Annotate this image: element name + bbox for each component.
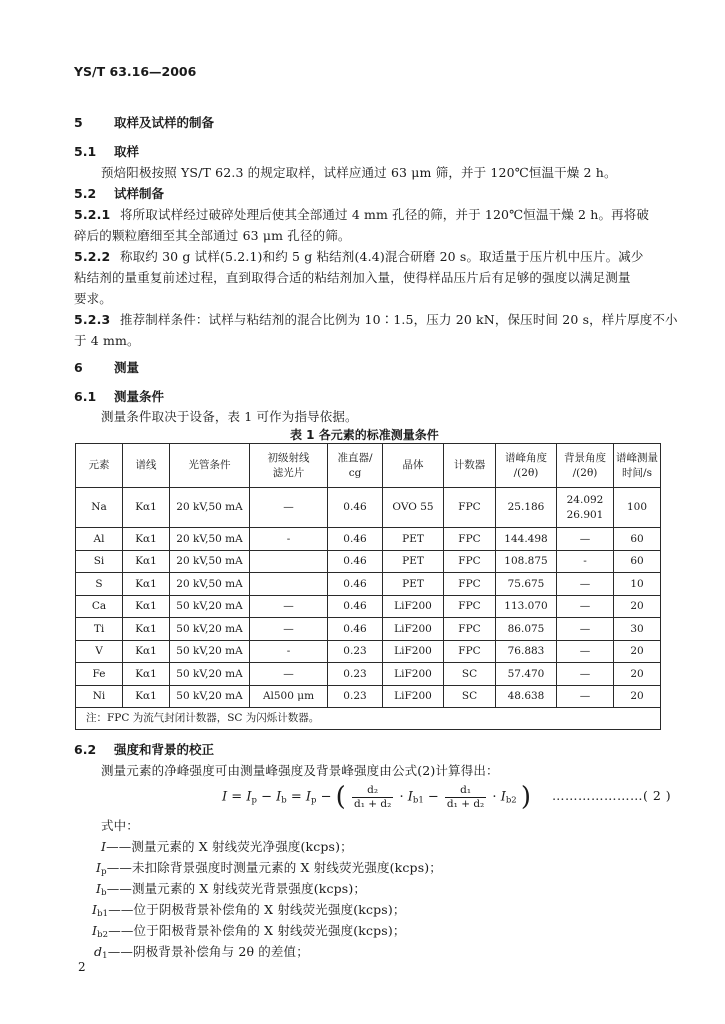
header-counter: 计数器 bbox=[444, 444, 496, 488]
clause-text: 推荐制样条件：试样与粘结剂的混合比例为 10∶1.5，压力 20 kN，保压时间 20 s，样片厚度不小 bbox=[120, 312, 678, 327]
cell-line: Kα1 bbox=[123, 640, 170, 663]
formula-dot2: · bbox=[492, 789, 497, 805]
formula-ip2-sub: p bbox=[311, 795, 317, 806]
section-5-2-3-line1 bbox=[74, 310, 678, 328]
standard-conditions-table bbox=[75, 443, 661, 730]
cell-bg-1: 24.092 bbox=[566, 494, 604, 507]
table-row bbox=[76, 663, 661, 686]
cell-element: Si bbox=[76, 550, 123, 573]
where-symbol: I bbox=[96, 881, 102, 896]
cell-peak: 113.070 bbox=[496, 595, 557, 618]
section-5-2-3-line2: 于 4 mm。 bbox=[74, 333, 140, 348]
cell-bg-2: 26.901 bbox=[566, 508, 604, 521]
section-5-2-2-line1 bbox=[74, 247, 662, 265]
formula-ib: I bbox=[276, 789, 282, 805]
cell-tube: 20 kV,50 mA bbox=[170, 528, 250, 551]
cell-peak: 25.186 bbox=[496, 488, 557, 528]
section-title: 测量 bbox=[114, 360, 140, 375]
section-6-2-heading bbox=[74, 740, 214, 758]
section-6-1-text: 测量条件取决于设备，表 1 可作为指导依据。 bbox=[101, 409, 358, 424]
cell-counter: FPC bbox=[444, 640, 496, 663]
cell-bg: — bbox=[557, 640, 614, 663]
right-paren: ) bbox=[520, 782, 531, 812]
where-item bbox=[92, 900, 406, 919]
clause-number: 5.2.1 bbox=[74, 207, 111, 222]
header-filter-l2: 滤光片 bbox=[272, 466, 305, 479]
table-row bbox=[76, 618, 661, 641]
cell-crystal: LiF200 bbox=[383, 618, 444, 641]
cell-element: V bbox=[76, 640, 123, 663]
cell-element: Fe bbox=[76, 663, 123, 686]
fraction-2 bbox=[445, 784, 486, 809]
table-note-row bbox=[76, 708, 661, 730]
cell-filter: — bbox=[250, 663, 328, 686]
where-sub: 1 bbox=[102, 951, 108, 961]
formula-ip-sub: p bbox=[251, 795, 257, 806]
formula-ib1-sub: b1 bbox=[412, 795, 424, 806]
cell-counter: FPC bbox=[444, 573, 496, 596]
where-sub: b1 bbox=[97, 909, 109, 919]
cell-line: Kα1 bbox=[123, 663, 170, 686]
frac2-den: d₁ + d₂ bbox=[446, 797, 485, 810]
where-desc: ——测量元素的 X 射线荧光背景强度(kcps)； bbox=[106, 881, 367, 896]
fraction-1 bbox=[352, 784, 393, 809]
cell-time: 100 bbox=[614, 488, 661, 528]
cell-time: 20 bbox=[614, 640, 661, 663]
table-row bbox=[76, 550, 661, 573]
cell-peak: 144.498 bbox=[496, 528, 557, 551]
cell-bg: — bbox=[557, 663, 614, 686]
cell-counter: SC bbox=[444, 663, 496, 686]
cell-line: Kα1 bbox=[123, 550, 170, 573]
formula-lhs: I bbox=[222, 789, 228, 805]
cell-tube: 20 kV,50 mA bbox=[170, 488, 250, 528]
header-crystal: 晶体 bbox=[383, 444, 444, 488]
header-filter bbox=[250, 444, 328, 488]
cell-filter: — bbox=[250, 595, 328, 618]
cell-time: 20 bbox=[614, 663, 661, 686]
section-5-2-2-line2: 粘结剂的量重复前述过程，直到取得合适的粘结剂加入量，使得样品压片后有足够的强度以满足测量 bbox=[74, 270, 631, 285]
cell-tube: 20 kV,50 mA bbox=[170, 573, 250, 596]
section-5-2-2-line3: 要求。 bbox=[74, 291, 112, 306]
clause-text: 将所取试样经过破碎处理后使其全部通过 4 mm 孔径的筛，并于 120℃恒温干燥 2 h。再将破 bbox=[120, 207, 650, 222]
where-sub: p bbox=[101, 867, 107, 877]
cell-tube: 50 kV,20 mA bbox=[170, 618, 250, 641]
cell-crystal: LiF200 bbox=[383, 685, 444, 708]
cell-tube: 20 kV,50 mA bbox=[170, 550, 250, 573]
header-bg-l2: /(2θ) bbox=[572, 466, 598, 479]
page-number: 2 bbox=[78, 960, 86, 974]
header-coll-l1: 准直器/ bbox=[337, 452, 373, 465]
where-desc: ——未扣除背景强度时测量元素的 X 射线荧光强度(kcps)； bbox=[106, 860, 442, 875]
header-element: 元素 bbox=[76, 444, 123, 488]
cell-collimator: 0.46 bbox=[328, 595, 383, 618]
header-filter-l1: 初级射线 bbox=[267, 452, 310, 465]
clause-number: 5.2.2 bbox=[74, 249, 111, 264]
cell-line: Kα1 bbox=[123, 528, 170, 551]
formula-dot1: · bbox=[399, 789, 404, 805]
cell-filter bbox=[250, 550, 328, 573]
cell-filter bbox=[250, 573, 328, 596]
where-desc: ——位于阴极背景补偿角的 X 射线荧光强度(kcps)； bbox=[108, 902, 406, 917]
header-bg-angle bbox=[557, 444, 614, 488]
cell-line: Kα1 bbox=[123, 685, 170, 708]
section-5-heading bbox=[74, 113, 214, 131]
header-collimator bbox=[328, 444, 383, 488]
cell-collimator: 0.46 bbox=[328, 528, 383, 551]
table-row bbox=[76, 573, 661, 596]
table-row bbox=[76, 640, 661, 663]
where-intro: 式中： bbox=[101, 818, 139, 833]
section-number: 6.2 bbox=[74, 742, 97, 757]
cell-tube: 50 kV,20 mA bbox=[170, 640, 250, 663]
table-row bbox=[76, 528, 661, 551]
cell-peak: 86.075 bbox=[496, 618, 557, 641]
cell-crystal: OVO 55 bbox=[383, 488, 444, 528]
section-number: 6 bbox=[74, 360, 83, 375]
cell-collimator: 0.23 bbox=[328, 685, 383, 708]
cell-counter: FPC bbox=[444, 488, 496, 528]
formula-number: …………………( 2 ) bbox=[552, 788, 672, 803]
cell-counter: FPC bbox=[444, 618, 496, 641]
clause-number: 5.2.3 bbox=[74, 312, 111, 327]
cell-tube: 50 kV,20 mA bbox=[170, 685, 250, 708]
section-title: 强度和背景的校正 bbox=[114, 742, 215, 757]
formula-ip: I bbox=[246, 789, 252, 805]
where-desc: ——阴极背景补偿角与 2θ 的差值； bbox=[107, 944, 309, 959]
cell-filter: — bbox=[250, 618, 328, 641]
cell-collimator: 0.46 bbox=[328, 488, 383, 528]
cell-tube: 50 kV,20 mA bbox=[170, 595, 250, 618]
table-row bbox=[76, 685, 661, 708]
cell-peak: 57.470 bbox=[496, 663, 557, 686]
formula-ib-sub: b bbox=[281, 795, 287, 806]
clause-text: 称取约 30 g 试样(5.2.1)和约 5 g 粘结剂(4.4)混合研磨 20 s。取适量于压片机中压片。减少 bbox=[120, 249, 644, 264]
header-tube: 光管条件 bbox=[170, 444, 250, 488]
table-caption: 表 1 各元素的标准测量条件 bbox=[290, 428, 439, 442]
where-desc: ——位于阳极背景补偿角的 X 射线荧光强度(kcps)； bbox=[108, 923, 406, 938]
section-title: 试样制备 bbox=[114, 186, 165, 201]
cell-line: Kα1 bbox=[123, 488, 170, 528]
cell-peak: 76.883 bbox=[496, 640, 557, 663]
formula-eq1: = bbox=[231, 789, 243, 805]
section-number: 5.2 bbox=[74, 186, 97, 201]
section-6-2-text: 测量元素的净峰强度可由测量峰强度及背景峰强度由公式(2)计算得出： bbox=[101, 763, 499, 778]
section-number: 5 bbox=[74, 115, 83, 130]
cell-collimator: 0.46 bbox=[328, 618, 383, 641]
table-header-row bbox=[76, 444, 661, 488]
cell-crystal: PET bbox=[383, 550, 444, 573]
cell-time: 10 bbox=[614, 573, 661, 596]
cell-tube: 50 kV,20 mA bbox=[170, 663, 250, 686]
document-code: YS/T 63.16—2006 bbox=[74, 64, 197, 79]
cell-crystal: LiF200 bbox=[383, 640, 444, 663]
cell-collimator: 0.46 bbox=[328, 573, 383, 596]
where-symbol: d bbox=[94, 944, 103, 959]
cell-counter: FPC bbox=[444, 595, 496, 618]
section-title: 取样 bbox=[114, 144, 140, 159]
where-symbol: I bbox=[101, 839, 107, 854]
cell-bg: — bbox=[557, 595, 614, 618]
header-line: 谱线 bbox=[123, 444, 170, 488]
cell-crystal: LiF200 bbox=[383, 595, 444, 618]
header-bg-l1: 背景角度 bbox=[564, 452, 606, 465]
formula-minus3: − bbox=[427, 789, 439, 805]
frac2-num: d₁ bbox=[460, 784, 472, 797]
cell-filter: Al500 μm bbox=[250, 685, 328, 708]
where-desc: ——测量元素的 X 射线荧光净强度(kcps)； bbox=[106, 839, 353, 854]
section-6-heading bbox=[74, 358, 139, 376]
formula-eq2: = bbox=[290, 789, 302, 805]
cell-crystal: LiF200 bbox=[383, 663, 444, 686]
cell-element: Ti bbox=[76, 618, 123, 641]
formula-ib2: I bbox=[500, 789, 506, 805]
cell-crystal: PET bbox=[383, 573, 444, 596]
section-5-2-1-line1 bbox=[74, 205, 662, 223]
cell-line: Kα1 bbox=[123, 573, 170, 596]
cell-element: Al bbox=[76, 528, 123, 551]
cell-time: 60 bbox=[614, 550, 661, 573]
formula-ip2: I bbox=[305, 789, 312, 805]
section-title: 取样及试样的制备 bbox=[114, 115, 215, 130]
header-time-l2: 时间/s bbox=[622, 466, 652, 479]
cell-collimator: 0.46 bbox=[328, 550, 383, 573]
cell-time: 20 bbox=[614, 685, 661, 708]
where-item bbox=[94, 942, 309, 961]
where-item bbox=[96, 858, 442, 877]
section-5-1-text: 预焙阳极按照 YS/T 62.3 的规定取样，试样应通过 63 μm 筛，并于 120℃恒温干燥 2 h。 bbox=[101, 165, 617, 180]
cell-peak: 48.638 bbox=[496, 685, 557, 708]
cell-peak: 75.675 bbox=[496, 573, 557, 596]
cell-element: Ca bbox=[76, 595, 123, 618]
cell-bg: — bbox=[557, 618, 614, 641]
section-number: 5.1 bbox=[74, 144, 97, 159]
left-paren: ( bbox=[335, 782, 346, 812]
cell-filter: — bbox=[250, 488, 328, 528]
header-peak-angle bbox=[496, 444, 557, 488]
cell-bg: — bbox=[557, 685, 614, 708]
section-6-1-heading bbox=[74, 387, 164, 405]
table-row bbox=[76, 595, 661, 618]
where-item bbox=[96, 879, 366, 898]
formula-2 bbox=[222, 782, 531, 812]
section-5-2-1-line2: 碎后的颗粒磨细至其全部通过 63 μm 孔径的筛。 bbox=[74, 228, 351, 243]
frac1-den: d₁ + d₂ bbox=[353, 797, 392, 810]
header-coll-l2: cg bbox=[348, 466, 362, 479]
cell-peak: 108.875 bbox=[496, 550, 557, 573]
header-peak-l2: /(2θ) bbox=[513, 466, 539, 479]
cell-element: Ni bbox=[76, 685, 123, 708]
cell-bg: — bbox=[557, 573, 614, 596]
where-sub: b bbox=[101, 888, 107, 898]
cell-bg: — bbox=[557, 528, 614, 551]
formula-minus2: − bbox=[320, 789, 332, 805]
cell-element: S bbox=[76, 573, 123, 596]
table-note: 注：FPC 为流气封闭计数器，SC 为闪烁计数器。 bbox=[76, 708, 661, 730]
table-row bbox=[76, 488, 661, 528]
section-5-1-heading bbox=[74, 142, 139, 160]
header-peak-l1: 谱峰角度 bbox=[505, 452, 547, 465]
where-item bbox=[101, 837, 353, 856]
section-number: 6.1 bbox=[74, 389, 97, 404]
cell-counter: FPC bbox=[444, 550, 496, 573]
frac1-num: d₂ bbox=[367, 784, 379, 797]
cell-bg bbox=[557, 488, 614, 528]
cell-element: Na bbox=[76, 488, 123, 528]
cell-counter: FPC bbox=[444, 528, 496, 551]
formula-ib1: I bbox=[407, 789, 413, 805]
header-time bbox=[614, 444, 661, 488]
where-symbol: I bbox=[92, 902, 98, 917]
cell-line: Kα1 bbox=[123, 618, 170, 641]
header-time-l1: 谱峰测量 bbox=[616, 452, 658, 465]
cell-filter: - bbox=[250, 528, 328, 551]
cell-collimator: 0.23 bbox=[328, 640, 383, 663]
cell-line: Kα1 bbox=[123, 595, 170, 618]
where-item bbox=[92, 921, 406, 940]
cell-counter: SC bbox=[444, 685, 496, 708]
cell-collimator: 0.23 bbox=[328, 663, 383, 686]
cell-crystal: PET bbox=[383, 528, 444, 551]
cell-filter: - bbox=[250, 640, 328, 663]
section-title: 测量条件 bbox=[114, 389, 165, 404]
cell-time: 30 bbox=[614, 618, 661, 641]
formula-minus1: − bbox=[261, 789, 272, 805]
cell-time: 20 bbox=[614, 595, 661, 618]
cell-bg: - bbox=[557, 550, 614, 573]
cell-time: 60 bbox=[614, 528, 661, 551]
formula-ib2-sub: b2 bbox=[505, 795, 517, 806]
section-5-2-heading bbox=[74, 184, 164, 202]
where-symbol: I bbox=[96, 860, 102, 875]
where-symbol: I bbox=[92, 923, 98, 938]
where-sub: b2 bbox=[97, 930, 109, 940]
